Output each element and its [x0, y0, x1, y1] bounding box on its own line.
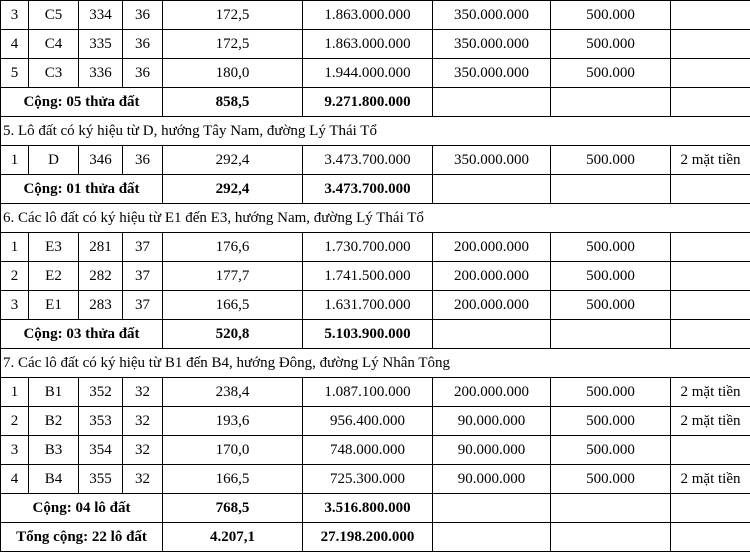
area: 166,5 — [163, 291, 303, 320]
subtotal-area: 520,8 — [163, 320, 303, 349]
application-fee: 500.000 — [551, 1, 671, 30]
parcel-number: 354 — [79, 436, 123, 465]
table-row — [1, 233, 750, 262]
deposit: 200.000.000 — [433, 233, 551, 262]
empty-cell — [433, 88, 551, 117]
deposit: 90.000.000 — [433, 407, 551, 436]
row-index: 4 — [1, 30, 29, 59]
area: 172,5 — [163, 30, 303, 59]
parcel-number: 282 — [79, 262, 123, 291]
map-sheet: 36 — [123, 146, 163, 175]
parcel-number: 283 — [79, 291, 123, 320]
map-sheet: 36 — [123, 59, 163, 88]
subtotal-price: 3.516.800.000 — [303, 494, 433, 523]
row-index: 2 — [1, 262, 29, 291]
subtotal-label: Cộng: 04 lô đất — [1, 494, 163, 523]
map-sheet: 32 — [123, 407, 163, 436]
empty-cell — [671, 494, 750, 523]
starting-price: 1.741.500.000 — [303, 262, 433, 291]
application-fee: 500.000 — [551, 436, 671, 465]
deposit: 200.000.000 — [433, 291, 551, 320]
application-fee: 500.000 — [551, 59, 671, 88]
deposit: 90.000.000 — [433, 465, 551, 494]
area: 193,6 — [163, 407, 303, 436]
area: 292,4 — [163, 146, 303, 175]
row-index: 3 — [1, 291, 29, 320]
subtotal-area: 858,5 — [163, 88, 303, 117]
empty-cell — [551, 88, 671, 117]
parcel-number: 281 — [79, 233, 123, 262]
area: 180,0 — [163, 59, 303, 88]
row-index: 5 — [1, 59, 29, 88]
area: 166,5 — [163, 465, 303, 494]
lot-symbol: E2 — [29, 262, 79, 291]
empty-cell — [671, 88, 750, 117]
area: 176,6 — [163, 233, 303, 262]
starting-price: 1.631.700.000 — [303, 291, 433, 320]
subtotal-row — [1, 320, 750, 349]
parcel-number: 336 — [79, 59, 123, 88]
application-fee: 500.000 — [551, 146, 671, 175]
deposit: 350.000.000 — [433, 1, 551, 30]
table-row — [1, 146, 750, 175]
subtotal-label: Tổng cộng: 22 lô đất — [1, 523, 163, 552]
row-index: 2 — [1, 407, 29, 436]
starting-price: 1.944.000.000 — [303, 59, 433, 88]
subtotal-price: 5.103.900.000 — [303, 320, 433, 349]
row-index: 4 — [1, 465, 29, 494]
table-row — [1, 436, 750, 465]
parcel-number: 334 — [79, 1, 123, 30]
row-index: 1 — [1, 146, 29, 175]
parcel-number: 353 — [79, 407, 123, 436]
lot-symbol: C5 — [29, 1, 79, 30]
deposit: 90.000.000 — [433, 436, 551, 465]
empty-cell — [433, 175, 551, 204]
subtotal-label: Cộng: 01 thửa đất — [1, 175, 163, 204]
area: 172,5 — [163, 1, 303, 30]
table-body — [1, 1, 750, 552]
subtotal-area: 4.207,1 — [163, 523, 303, 552]
starting-price: 725.300.000 — [303, 465, 433, 494]
table-row — [1, 378, 750, 407]
parcel-number: 352 — [79, 378, 123, 407]
table-row — [1, 262, 750, 291]
subtotal-row — [1, 523, 750, 552]
parcel-number: 346 — [79, 146, 123, 175]
lot-symbol: B2 — [29, 407, 79, 436]
subtotal-row — [1, 494, 750, 523]
deposit: 350.000.000 — [433, 30, 551, 59]
lot-symbol: E3 — [29, 233, 79, 262]
empty-cell — [551, 494, 671, 523]
subtotal-price: 9.271.800.000 — [303, 88, 433, 117]
subtotal-label: Cộng: 03 thửa đất — [1, 320, 163, 349]
empty-cell — [433, 320, 551, 349]
empty-cell — [433, 523, 551, 552]
lot-symbol: B1 — [29, 378, 79, 407]
starting-price: 1.863.000.000 — [303, 1, 433, 30]
starting-price: 748.000.000 — [303, 436, 433, 465]
application-fee: 500.000 — [551, 233, 671, 262]
note — [671, 233, 750, 262]
note: 2 mặt tiền — [671, 407, 750, 436]
parcel-number: 355 — [79, 465, 123, 494]
subtotal-price: 27.198.200.000 — [303, 523, 433, 552]
section-header-row — [1, 117, 750, 146]
map-sheet: 32 — [123, 465, 163, 494]
map-sheet: 37 — [123, 262, 163, 291]
map-sheet: 32 — [123, 436, 163, 465]
subtotal-label: Cộng: 05 thửa đất — [1, 88, 163, 117]
application-fee: 500.000 — [551, 262, 671, 291]
map-sheet: 36 — [123, 1, 163, 30]
application-fee: 500.000 — [551, 407, 671, 436]
starting-price: 1.087.100.000 — [303, 378, 433, 407]
row-index: 3 — [1, 1, 29, 30]
table-row — [1, 291, 750, 320]
lot-symbol: D — [29, 146, 79, 175]
application-fee: 500.000 — [551, 291, 671, 320]
note — [671, 262, 750, 291]
subtotal-price: 3.473.700.000 — [303, 175, 433, 204]
note — [671, 59, 750, 88]
subtotal-row — [1, 88, 750, 117]
empty-cell — [671, 523, 750, 552]
table-row — [1, 1, 750, 30]
empty-cell — [551, 175, 671, 204]
note — [671, 436, 750, 465]
section-title: 7. Các lô đất có ký hiệu từ B1 đến B4, hướng Đông, đường Lý Nhân Tông — [1, 349, 750, 378]
area: 177,7 — [163, 262, 303, 291]
lot-symbol: B3 — [29, 436, 79, 465]
row-index: 1 — [1, 233, 29, 262]
empty-cell — [671, 175, 750, 204]
empty-cell — [551, 320, 671, 349]
subtotal-area: 768,5 — [163, 494, 303, 523]
note: 2 mặt tiền — [671, 378, 750, 407]
starting-price: 1.863.000.000 — [303, 30, 433, 59]
area: 238,4 — [163, 378, 303, 407]
table-row — [1, 30, 750, 59]
deposit: 350.000.000 — [433, 59, 551, 88]
row-index: 3 — [1, 436, 29, 465]
map-sheet: 36 — [123, 30, 163, 59]
starting-price: 956.400.000 — [303, 407, 433, 436]
subtotal-row — [1, 175, 750, 204]
map-sheet: 37 — [123, 233, 163, 262]
lot-symbol: B4 — [29, 465, 79, 494]
application-fee: 500.000 — [551, 465, 671, 494]
lot-symbol: C4 — [29, 30, 79, 59]
parcel-number: 335 — [79, 30, 123, 59]
note: 2 mặt tiền — [671, 465, 750, 494]
empty-cell — [671, 320, 750, 349]
section-header-row — [1, 349, 750, 378]
note — [671, 291, 750, 320]
area: 170,0 — [163, 436, 303, 465]
starting-price: 3.473.700.000 — [303, 146, 433, 175]
map-sheet: 37 — [123, 291, 163, 320]
subtotal-area: 292,4 — [163, 175, 303, 204]
lot-symbol: E1 — [29, 291, 79, 320]
table-row — [1, 59, 750, 88]
deposit: 200.000.000 — [433, 262, 551, 291]
empty-cell — [551, 523, 671, 552]
deposit: 200.000.000 — [433, 378, 551, 407]
section-header-row — [1, 204, 750, 233]
section-title: 6. Các lô đất có ký hiệu từ E1 đến E3, hướng Nam, đường Lý Thái Tổ — [1, 204, 750, 233]
row-index: 1 — [1, 378, 29, 407]
table-row — [1, 465, 750, 494]
note — [671, 30, 750, 59]
starting-price: 1.730.700.000 — [303, 233, 433, 262]
section-title: 5. Lô đất có ký hiệu từ D, hướng Tây Nam, đường Lý Thái Tổ — [1, 117, 750, 146]
map-sheet: 32 — [123, 378, 163, 407]
application-fee: 500.000 — [551, 378, 671, 407]
application-fee: 500.000 — [551, 30, 671, 59]
table-row — [1, 407, 750, 436]
deposit: 350.000.000 — [433, 146, 551, 175]
note — [671, 1, 750, 30]
note: 2 mặt tiền — [671, 146, 750, 175]
empty-cell — [433, 494, 551, 523]
lot-symbol: C3 — [29, 59, 79, 88]
